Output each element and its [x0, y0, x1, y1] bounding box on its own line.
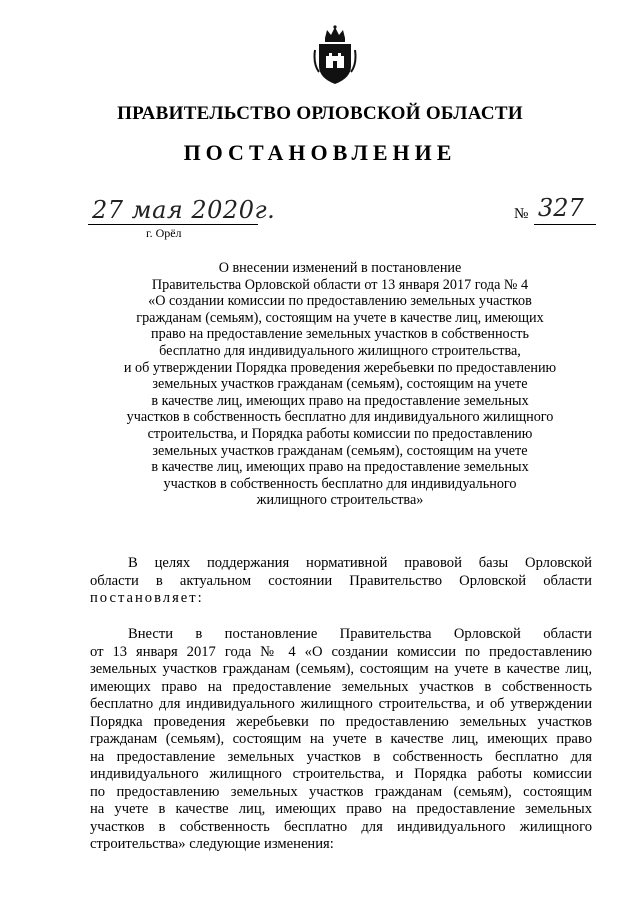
title-line: Правительства Орловской области от 13 января 2017 года № 4	[151, 276, 529, 293]
title-line: и об утверждении Порядка проведения жеребьевки по предоставлению	[123, 359, 557, 376]
title-line: право на предоставление земельных участков в собственность	[151, 326, 529, 343]
title-line: участков в собственность бесплатно для индивидуального	[163, 475, 517, 492]
coat-of-arms-icon	[313, 24, 357, 86]
paragraph-line: области в актуальном состоянии Правительство Орловской области	[90, 572, 592, 589]
title-line: земельных участков гражданам (семьям), состоящим на учете	[152, 376, 528, 393]
paragraph-line: индивидуального жилищного строительства, и Порядка работы комиссии	[90, 766, 592, 782]
organization-name: ПРАВИТЕЛЬСТВО ОРЛОВСКОЙ ОБЛАСТИ	[117, 103, 523, 124]
paragraph-line: земельных участков гражданам (семьям), состоящим на учете в качестве лиц,	[90, 661, 592, 677]
paragraph-line: гражданам (семьям), состоящим на учете в качестве лиц, имеющих право	[90, 731, 592, 747]
title-line: участков в собственность бесплатно для индивидуального жилищного	[126, 409, 554, 426]
number-underline	[534, 224, 596, 225]
document-type-heading: ПОСТАНОВЛЕНИЕ	[183, 140, 457, 165]
title-line: жилищного строительства»	[256, 492, 424, 509]
date-underline	[88, 224, 258, 225]
title-line: строительства, и Порядка работы комиссии по предоставлению	[147, 425, 533, 442]
paragraph-line: по предоставлению земельных участков гражданам (семьям), состоящим	[90, 783, 592, 800]
paragraph-line: постановляет:	[90, 590, 204, 606]
handwritten-number: 327	[538, 194, 584, 222]
paragraph-line: Порядка проведения жеребьевки по предоставлению земельных участков	[90, 713, 592, 730]
paragraph-line: от 13 января 2017 года № 4 «О создании комиссии по предоставлению	[90, 643, 592, 660]
paragraph-line: Внести в постановление Правительства Орловской области	[128, 626, 592, 642]
city-label: г. Орёл	[146, 226, 182, 240]
paragraph-line: на учете в качестве лиц, имеющих право на предоставление земельных	[90, 801, 592, 817]
title-line: О внесении изменений в постановление	[218, 260, 462, 276]
number-label: №	[514, 206, 529, 222]
title-line: гражданам (семьям), состоящим на учете в качестве лиц, имеющих	[136, 309, 544, 326]
title-line: в качестве лиц, имеющих право на предоставление земельных	[151, 392, 529, 409]
title-line: «О создании комиссии по предоставлению земельных участков	[148, 293, 532, 310]
paragraph-line: на предоставление земельных участков в собственность бесплатно для	[90, 748, 592, 765]
title-line: земельных участков гражданам (семьям), состоящим на учете	[152, 442, 528, 459]
paragraph-line: бесплатно для индивидуального жилищного строительства, и об утверждении	[90, 696, 592, 712]
title-line: в качестве лиц, имеющих право на предоставление земельных	[151, 459, 529, 476]
paragraph-line: имеющих право на предоставление земельных участков в собственность	[90, 678, 592, 695]
document-title	[90, 260, 590, 509]
title-line: бесплатно для индивидуального жилищного строительства,	[159, 342, 521, 359]
operative-paragraph	[90, 626, 592, 854]
preamble-paragraph	[90, 555, 592, 608]
paragraph-line: В целях поддержания нормативной правовой базы Орловской	[128, 555, 592, 571]
handwritten-date: 27 мая 2020г.	[92, 196, 276, 224]
paragraph-line: строительства» следующие изменения:	[90, 836, 334, 852]
paragraph-line: участков в собственность бесплатно для индивидуального жилищного	[90, 818, 592, 835]
